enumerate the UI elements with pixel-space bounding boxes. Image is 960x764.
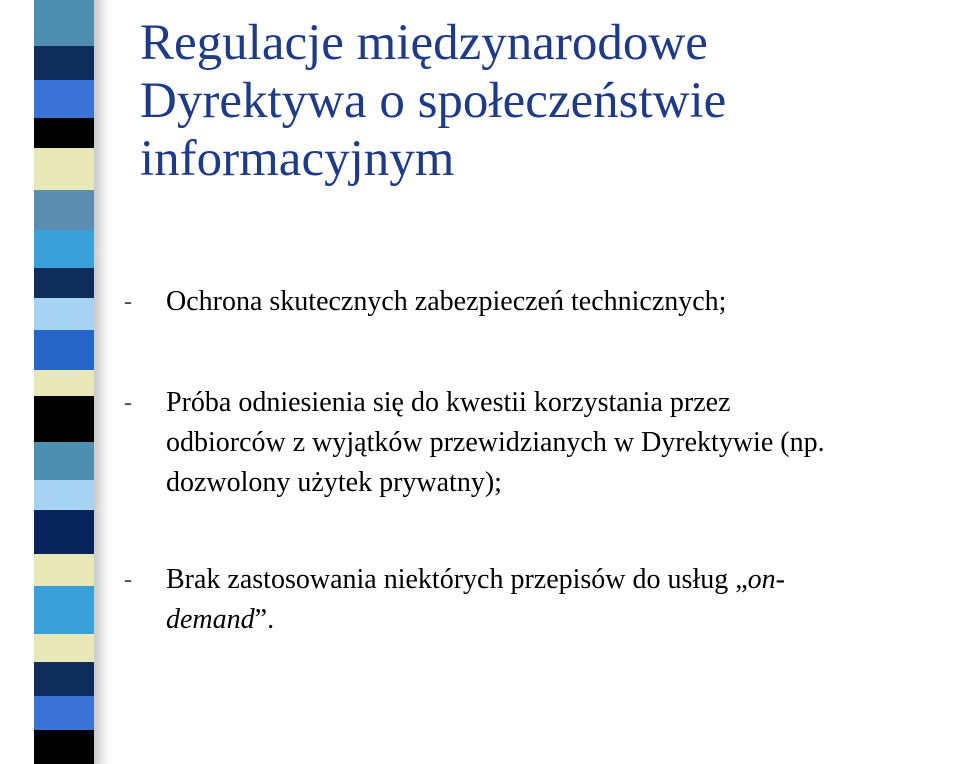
- bullet-text-normal: ”.: [254, 604, 275, 635]
- stripe: [34, 442, 94, 480]
- stripe: [34, 118, 94, 148]
- bullet-text-normal: Brak zastosowania niektórych przepisów do usług „: [166, 564, 748, 595]
- bullet-marker: -: [124, 390, 132, 416]
- bullet-line: [166, 560, 956, 600]
- decorative-stripe-band: [34, 0, 94, 764]
- slide-title: [140, 14, 940, 188]
- bullet-text: [166, 282, 956, 322]
- title-line: Regulacje międzynarodowe: [140, 15, 708, 71]
- bullet-text: [166, 383, 956, 503]
- stripe: [34, 586, 94, 634]
- bullet-text-italic: on-: [747, 564, 785, 595]
- stripe: [34, 190, 94, 230]
- stripe: [34, 148, 94, 190]
- stripe: [34, 696, 94, 730]
- stripe-shadow: [94, 0, 110, 764]
- bullet-line: dozwolony użytek prywatny);: [166, 467, 502, 498]
- stripe: [34, 330, 94, 370]
- stripe: [34, 230, 94, 268]
- bullet-marker: -: [124, 289, 132, 315]
- bullet-line: Próba odniesienia się do kwestii korzystania przez: [166, 387, 731, 418]
- bullet-marker: -: [124, 567, 132, 593]
- stripe: [34, 298, 94, 330]
- title-line: informacyjnym: [140, 131, 455, 187]
- stripe: [34, 370, 94, 396]
- stripe: [34, 268, 94, 298]
- stripe: [34, 80, 94, 118]
- bullet-text: [166, 560, 956, 640]
- stripe: [34, 554, 94, 586]
- bullet-line: odbiorców z wyjątków przewidzianych w Dyrektywie (np.: [166, 427, 825, 458]
- stripe: [34, 0, 94, 46]
- stripe: [34, 510, 94, 554]
- bullet-line: Ochrona skutecznych zabezpieczeń technicznych;: [166, 286, 727, 317]
- stripe: [34, 662, 94, 696]
- bullet-text-italic: demand: [166, 604, 255, 635]
- title-line: Dyrektywa o społeczeństwie: [140, 73, 727, 129]
- bullet-line: [166, 600, 956, 640]
- stripe: [34, 396, 94, 442]
- stripe: [34, 634, 94, 662]
- stripe: [34, 480, 94, 510]
- stripe: [34, 46, 94, 80]
- stripe: [34, 730, 94, 764]
